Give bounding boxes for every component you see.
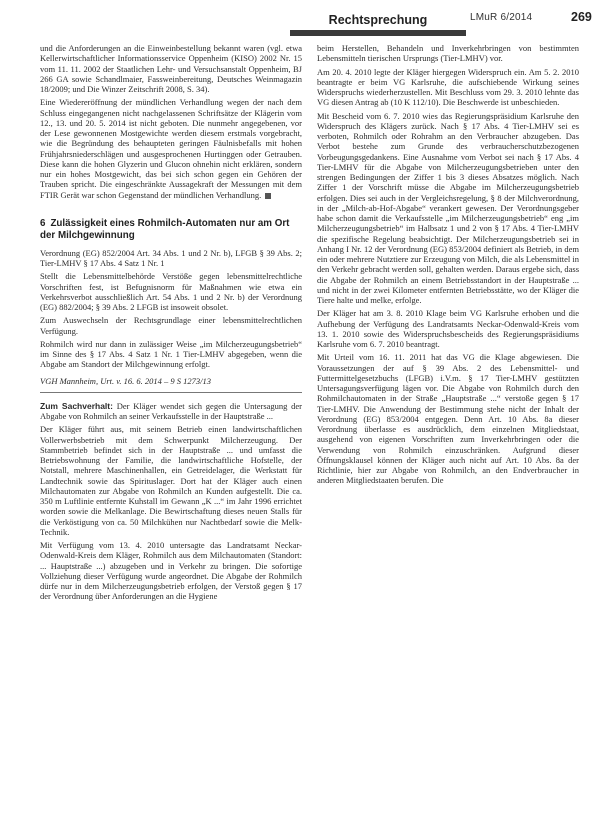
left-column <box>40 43 302 605</box>
section-bar <box>290 30 466 36</box>
paragraph: Der Kläger führt aus, mit seinem Betrieb einen landwirtschaftlichen Vollerwerbsbetrieb mit dem Schwerpunkt Milcherzeugung. Der Stammbetrieb befindet sich in der Hauptstraße ... und umfasst die Betriebswohnung der Familie, die landwirtschaftliche Hofstelle, der Notstall, mehrere Maschinenhallen, ein Getreidelager, die Werkstatt für Landtechnik sowie das Spirituslager. Dort hat der Kläger auch einen Milchautomaten zur Abgabe von Rohmilch an Kunden aufgestellt. Die ca. 350 m Luftlinie entfernte Kuhstall im Gewann „K ...“ im Jahr 1996 errichtet worden sowie die Melkanlage. Die Bewirtschaftung dieses neuen Stalls für die Verköstigung von ca. 50 Milchkühen nur Nachtbedarf sowie die Melk-Technik. <box>40 424 302 537</box>
run-in-heading: Zum Sachverhalt: <box>40 400 113 411</box>
divider <box>40 392 302 393</box>
norm-citation: Verordnung (EG) 852/2004 Art. 34 Abs. 1 und 2 Nr. b), LFGB § 39 Abs. 2; Tier-LMHV § 17 Abs. 4 Satz 1 Nr. 1 <box>40 247 302 268</box>
page-header <box>0 0 603 38</box>
journal-citation: LMuR 6/2014 <box>470 12 533 23</box>
court-source: VGH Mannheim, Urt. v. 16. 6. 2014 – 9 S 1273/13 <box>40 375 212 386</box>
headnote: Rohmilch wird nur dann in zulässiger Weise „im Milcherzeugungsbetrieb“ im Sinne des § 17 Abs. 4 Satz 1 Nr. 1 Tier-LMHV abgegeben, wenn die Abgabe am Standort der Milchgewinnung erfolgt. <box>40 338 302 370</box>
paragraph: Eine Wiedereröffnung der mündlichen Verhandlung wegen der nach dem Schluss eingegangenen nicht nachgelassenen Schriftsätze der Klägerin vom 12., 13. und 20. 5. 2014 ist nicht geboten. Die nunmehr angegebenen, vor der Lese gewonnenen Mostgewichte werden diesem erstmals vorgebracht, wie die Begründung des behaupteten geringen Fäulnisbefalls mit hohen Frühjahrsniederschlägen und ausgesprochenen Hurtinggen oder Getrauben. Diese kann die hohen Glyzerin und Glucon ohnehin nicht erklären, sondern nur ein hohes Mostgewicht, das bei sich schon gegen ein Gehören der Trauben spricht. Die eingeschränkte Aussagekraft der Messungen mit dem FTIR Gerät war schon Gegenstand der mündlichen Verhandlung. <box>40 97 302 200</box>
end-mark-icon <box>265 193 271 199</box>
paragraph: Mit Verfügung vom 13. 4. 2010 untersagte das Landratsamt Neckar-Odenwald-Kreis dem Kläger, Rohmilch aus dem Milchautomaten (Standort: ... Hauptstraße ...) abzugeben und in Verkehr zu bringen. Die sofortige Vollziehung dieser Verfügung wurde angeordnet. Die Abgabe der Rohmilch dürfe nur in dem Milcherzeugungsbetrieb erfolgen, der Verstoß gegen § 17 der Verordnung über Anforderungen an die Hygiene <box>40 540 302 602</box>
case-heading <box>40 218 302 242</box>
page-number: 269 <box>571 10 592 24</box>
section-title: Rechtsprechung <box>328 13 428 27</box>
paragraph: und die Anforderungen an die Einweinbestellung bekannt waren (vgl. etwa Kellerwirtschaftlicher Informationsservice Oppenheim (KISO) 2002 Nr. 15 vom 11. 11. 2002 der Staatlichen Lehr- und Versuchsanstalt Oppenheim, BJ 266 GA sowie Schandlmaier, Fassweinbereitung, Deutsches Weinmagazin 18/2009; und Die Winzer Zeitschrift 2008, S. 34). <box>40 43 302 94</box>
paragraph: beim Herstellen, Behandeln und Inverkehrbringen von bestimmten Lebensmitteln tierischen Ursprungs (Tier-LMHV) vor. <box>317 43 579 64</box>
paragraph: Mit Bescheid vom 6. 7. 2010 wies das Regierungspräsidium Karlsruhe den Widerspruch des Klägers zurück. Nach § 17 Abs. 4 Tier-LMHV sei es verboten, Rohmilch oder Rohrahm an den Verbraucher abzugeben. Das Verbot bestehe zum Grunde des verbraucherschutzbezogenen Vorbeugungsgedankens. Eine Ausnahme vom Verbot sei nach § 17 Abs. 4 Tier-LMHV für die Abgabe von Milcherzeugungsbetrieben unter den strengen Bedingungen der Ziffer 1 bis 3 dieses Absatzes möglich. Nach Ziffer 1 der Vorschrift müsse die Abgabe im Milcherzeugungsbetrieb erfolgen. Dies sei auch in der Vergleichsregelung, § 8 der Milchverordnung, in der „Milch-ab-Hof-Abgabe“ verankert gewesen. Der Verordnungsgeber habe schon damit die Verkaufsstelle „im Milcherzeugungsbetrieb“ eng „im Milcherzeugungsbetrieb“ im Halbsatz 1 und 2 von § 17 Abs. 4 Tier-LMHV die spezifische Regelung beabsichtigt. Der Milcherzeugungsbetrieb sei in Anhang I Nr. 12 der Verordnung (EG) 853/2004 definiert als Betrieb, in dem ein oder mehrere Nutztiere zur Erzeugung von Milch, die als Lebensmittel in den Verkehr gebracht werden soll, gehalten werden. Daraus ergebe sich, dass die Abgabe der Rohmilch an einem Betriebsstandort in der Hauptstraße ... und nicht in der zwei Kilometer entfernten Betriebsstätte, wo der Kläger die Tiere halte und melke, erfolge. <box>317 110 579 305</box>
right-column <box>317 43 579 489</box>
headnote: Zum Auswechseln der Rechtsgrundlage einer lebensmittelrechtlichen Verfügung. <box>40 315 302 336</box>
case-number: 6 <box>40 217 46 229</box>
paragraph: Der Kläger hat am 3. 8. 2010 Klage beim VG Karlsruhe erhoben und die Aufhebung der Verfügung des Landratsamts Neckar-Odenwald-Kreis vom 13. 1. 2010 sowie des Widerspruchsbescheids des Regierungspräsidiums Karlsruhe vom 6. 7. 2010 beantragt. <box>317 308 579 349</box>
case-title: Zulässigkeit eines Rohmilch-Automaten nur am Ort der Milchgewinnung <box>40 217 290 241</box>
headnote: Stellt die Lebensmittelbehörde Verstöße gegen lebensmittelrechtliche Vorschriften fest, ist Befugnisnorm für Maßnahmen wie etwa ein Verkehrsverbot ausschließlich Art. 54 Abs. 1 und 2 Nr. b) der Verordnung (EG) 882/2004; § 39 Abs. 2 LFGB ist insoweit obsolet. <box>40 271 302 312</box>
paragraph: Am 20. 4. 2010 legte der Kläger hiergegen Widerspruch ein. Am 5. 2. 2010 beantragte er beim VG Karlsruhe, die aufschiebende Wirkung seines Widerspruchs wiederherzustellen. Mit Beschluss vom 29. 3. 2010 lehnte das VG diesen Antrag ab (10 K 112/10). Die Beschwerde ist unbeschieden. <box>317 66 579 108</box>
paragraph: Mit Urteil vom 16. 11. 2011 hat das VG die Klage abgewiesen. Die Voraussetzungen der auf § 39 Abs. 2 des Lebensmittel- und Futtermittelgesetzbuchs (LFGB) i.V.m. § 17 Tier-LMHV gestützten Untersagungsverfügung lägen vor. Die Abgabe von Rohmilch durch den Rohmilchautomaten in der Straße „Hauptstraße ...“ verstoße gegen § 17 Tier-LMHV. Die Anwendung der Bestimmung stehe nicht der Inhalt der Verordnung (EG) 853/2004 entgegen. Denn Art. 10 Abs. 8a dieser Verordnung überlasse es ausdrücklich, dem einzelnen Mitgliedstaat, ausgehend von eigenen Vorschriften zum Inverkehrbringen oder die Verwendung von Rohmilch einzuschränken. Aufgrund dieser Öffnungsklausel können der Kläger auch nicht auf Art. 10 Abs. 8a der Richtlinie, hier zur Abgabe von Rohmilch, an den Endverbraucher in anderen Mitgliedstaaten berufen. Die <box>317 352 579 486</box>
paragraph: Zum Sachverhalt: Der Kläger wendet sich gegen die Untersagung der Abgabe von Rohmilch an seiner Verkaufsstelle in der Hauptstraße ... <box>40 400 303 421</box>
